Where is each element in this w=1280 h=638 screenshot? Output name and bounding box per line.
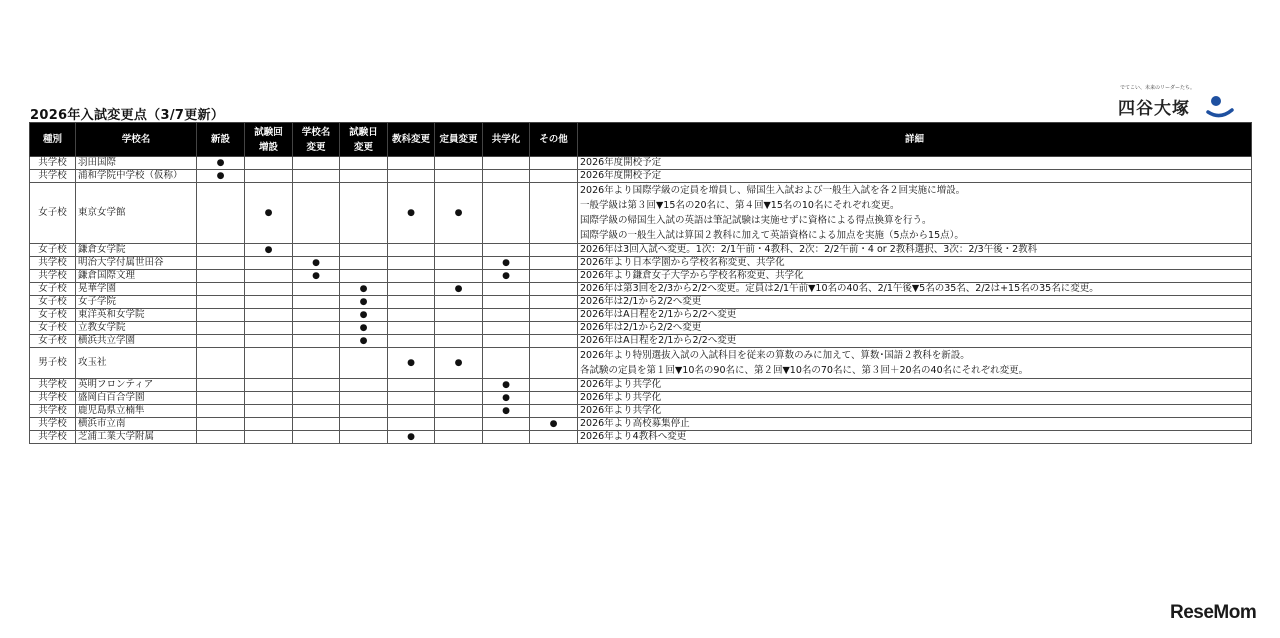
change-mark-capacity-change: ● bbox=[435, 183, 483, 244]
change-mark-date-change bbox=[340, 244, 388, 257]
change-mark-other bbox=[530, 431, 578, 444]
change-mark-capacity-change: ● bbox=[435, 348, 483, 379]
table-row bbox=[30, 392, 1252, 405]
change-mark-other bbox=[530, 379, 578, 392]
change-detail: 2026年より共学化 bbox=[578, 392, 1252, 405]
change-mark-other bbox=[530, 183, 578, 244]
school-name: 立教女学院 bbox=[76, 322, 197, 335]
change-mark-other bbox=[530, 270, 578, 283]
change-mark-new bbox=[197, 257, 245, 270]
change-mark-session-added bbox=[245, 418, 293, 431]
school-name: 東京女学館 bbox=[76, 183, 197, 244]
change-mark-date-change bbox=[340, 257, 388, 270]
change-detail: 2026年より高校募集停止 bbox=[578, 418, 1252, 431]
change-mark-name-change bbox=[293, 418, 340, 431]
table-row bbox=[30, 431, 1252, 444]
change-detail: 2026年度開校予定 bbox=[578, 157, 1252, 170]
change-mark-name-change bbox=[293, 296, 340, 309]
change-mark-coed: ● bbox=[483, 405, 530, 418]
change-mark-date-change: ● bbox=[340, 296, 388, 309]
school-category: 共学校 bbox=[30, 379, 76, 392]
change-mark-date-change bbox=[340, 392, 388, 405]
change-mark-new bbox=[197, 405, 245, 418]
table-row bbox=[30, 283, 1252, 296]
change-mark-capacity-change bbox=[435, 170, 483, 183]
school-category: 共学校 bbox=[30, 392, 76, 405]
change-detail: 2026年より日本学園から学校名称変更、共学化 bbox=[578, 257, 1252, 270]
change-mark-date-change bbox=[340, 348, 388, 379]
change-mark-capacity-change bbox=[435, 379, 483, 392]
change-mark-session-added bbox=[245, 335, 293, 348]
change-mark-session-added bbox=[245, 431, 293, 444]
change-mark-new bbox=[197, 335, 245, 348]
header-date-change: 試験日 変更 bbox=[340, 123, 388, 157]
change-mark-coed bbox=[483, 183, 530, 244]
header-detail: 詳細 bbox=[578, 123, 1252, 157]
header-session-added: 試験回 増設 bbox=[245, 123, 293, 157]
change-mark-name-change: ● bbox=[293, 257, 340, 270]
school-category: 女子校 bbox=[30, 296, 76, 309]
school-category: 女子校 bbox=[30, 335, 76, 348]
change-detail bbox=[578, 183, 1252, 244]
change-mark-new bbox=[197, 244, 245, 257]
change-mark-name-change bbox=[293, 335, 340, 348]
change-mark-session-added bbox=[245, 270, 293, 283]
change-mark-new bbox=[197, 283, 245, 296]
change-mark-new: ● bbox=[197, 170, 245, 183]
change-mark-subject-change bbox=[388, 335, 435, 348]
change-mark-name-change bbox=[293, 309, 340, 322]
change-mark-other bbox=[530, 170, 578, 183]
change-mark-subject-change bbox=[388, 309, 435, 322]
school-name: 東洋英和女学院 bbox=[76, 309, 197, 322]
school-name: 明治大学付属世田谷 bbox=[76, 257, 197, 270]
page-title: 2026年入試変更点（3/7更新） bbox=[30, 108, 225, 123]
change-mark-session-added bbox=[245, 309, 293, 322]
change-mark-new bbox=[197, 348, 245, 379]
school-name: 鎌倉国際文理 bbox=[76, 270, 197, 283]
table-row bbox=[30, 257, 1252, 270]
change-mark-coed bbox=[483, 348, 530, 379]
school-name: 鹿児島県立楠隼 bbox=[76, 405, 197, 418]
school-category: 男子校 bbox=[30, 348, 76, 379]
change-detail: 2026年度開校予定 bbox=[578, 170, 1252, 183]
change-detail: 2026年は第3回を2/3から2/2へ変更。定員は2/1午前▼10名の40名、2/1午後▼5名の35名、2/2は+15名の35名に変更。 bbox=[578, 283, 1252, 296]
change-mark-new bbox=[197, 418, 245, 431]
change-mark-coed bbox=[483, 309, 530, 322]
table-body bbox=[30, 157, 1252, 444]
logo-tagline: でてこい、未来のリーダーたち。 bbox=[1120, 85, 1196, 91]
detail-line: 国際学級の一般生入試は算国２教科に加えて英語資格による加点を実施（5点から15点）。 bbox=[580, 230, 964, 241]
change-mark-date-change bbox=[340, 183, 388, 244]
school-name: 横浜共立学園 bbox=[76, 335, 197, 348]
change-mark-subject-change bbox=[388, 270, 435, 283]
change-mark-capacity-change bbox=[435, 257, 483, 270]
change-mark-coed bbox=[483, 418, 530, 431]
change-mark-session-added: ● bbox=[245, 244, 293, 257]
resemom-watermark: ReseMom bbox=[1170, 602, 1257, 623]
change-mark-date-change: ● bbox=[340, 309, 388, 322]
change-mark-session-added bbox=[245, 379, 293, 392]
change-mark-name-change bbox=[293, 283, 340, 296]
change-detail: 2026年はA日程を2/1から2/2へ変更 bbox=[578, 335, 1252, 348]
change-mark-session-added bbox=[245, 157, 293, 170]
change-mark-capacity-change bbox=[435, 335, 483, 348]
change-mark-name-change bbox=[293, 170, 340, 183]
header-new: 新設 bbox=[197, 123, 245, 157]
change-mark-name-change bbox=[293, 431, 340, 444]
change-mark-date-change: ● bbox=[340, 322, 388, 335]
table-row bbox=[30, 183, 1252, 244]
change-mark-name-change bbox=[293, 379, 340, 392]
change-mark-other bbox=[530, 257, 578, 270]
change-mark-coed bbox=[483, 283, 530, 296]
change-mark-session-added bbox=[245, 392, 293, 405]
logo-name: 四谷大塚 bbox=[1118, 99, 1190, 119]
change-mark-date-change bbox=[340, 270, 388, 283]
change-mark-new: ● bbox=[197, 157, 245, 170]
detail-line: 2026年より国際学級の定員を増員し、帰国生入試および一般生入試を各２回実施に増設。 bbox=[580, 185, 966, 196]
change-mark-other bbox=[530, 405, 578, 418]
change-mark-new bbox=[197, 309, 245, 322]
change-mark-new bbox=[197, 392, 245, 405]
detail-line: 国際学級の帰国生入試の英語は筆記試験は実施せずに資格による得点換算を行う。 bbox=[580, 215, 932, 226]
change-mark-session-added bbox=[245, 283, 293, 296]
change-mark-capacity-change bbox=[435, 392, 483, 405]
change-mark-session-added bbox=[245, 348, 293, 379]
change-mark-session-added bbox=[245, 405, 293, 418]
change-mark-capacity-change bbox=[435, 244, 483, 257]
change-detail: 2026年より共学化 bbox=[578, 405, 1252, 418]
change-mark-other bbox=[530, 296, 578, 309]
school-name: 晃華学園 bbox=[76, 283, 197, 296]
table-row bbox=[30, 379, 1252, 392]
change-mark-coed: ● bbox=[483, 257, 530, 270]
change-mark-capacity-change bbox=[435, 418, 483, 431]
exam-changes-table bbox=[29, 122, 1252, 444]
school-name: 女子学院 bbox=[76, 296, 197, 309]
change-mark-subject-change bbox=[388, 392, 435, 405]
table-row bbox=[30, 348, 1252, 379]
change-mark-other bbox=[530, 335, 578, 348]
change-mark-capacity-change bbox=[435, 322, 483, 335]
school-name: 英明フロンティア bbox=[76, 379, 197, 392]
table-row bbox=[30, 170, 1252, 183]
change-mark-new bbox=[197, 183, 245, 244]
header-category: 種別 bbox=[30, 123, 76, 157]
school-name: 浦和学院中学校（仮称） bbox=[76, 170, 197, 183]
school-name: 攻玉社 bbox=[76, 348, 197, 379]
change-mark-subject-change bbox=[388, 296, 435, 309]
change-mark-name-change bbox=[293, 244, 340, 257]
change-mark-capacity-change bbox=[435, 431, 483, 444]
change-mark-capacity-change bbox=[435, 405, 483, 418]
school-category: 共学校 bbox=[30, 431, 76, 444]
change-mark-session-added bbox=[245, 296, 293, 309]
change-mark-capacity-change bbox=[435, 270, 483, 283]
change-mark-other bbox=[530, 392, 578, 405]
school-name: 羽田国際 bbox=[76, 157, 197, 170]
change-mark-other bbox=[530, 348, 578, 379]
school-category: 共学校 bbox=[30, 257, 76, 270]
change-mark-session-added bbox=[245, 322, 293, 335]
change-detail: 2026年より4教科へ変更 bbox=[578, 431, 1252, 444]
table-row bbox=[30, 405, 1252, 418]
change-mark-new bbox=[197, 379, 245, 392]
change-mark-coed bbox=[483, 244, 530, 257]
change-mark-subject-change: ● bbox=[388, 348, 435, 379]
change-mark-subject-change bbox=[388, 418, 435, 431]
header-subject-change: 教科変更 bbox=[388, 123, 435, 157]
change-mark-coed bbox=[483, 170, 530, 183]
change-mark-subject-change: ● bbox=[388, 431, 435, 444]
change-mark-subject-change bbox=[388, 283, 435, 296]
school-name: 鎌倉女学院 bbox=[76, 244, 197, 257]
change-mark-session-added bbox=[245, 170, 293, 183]
change-mark-other: ● bbox=[530, 418, 578, 431]
change-mark-other bbox=[530, 322, 578, 335]
yotsuya-otsuka-logo bbox=[1112, 84, 1236, 120]
change-detail: 2026年は2/1から2/2へ変更 bbox=[578, 322, 1252, 335]
change-detail bbox=[578, 348, 1252, 379]
change-mark-other bbox=[530, 157, 578, 170]
change-mark-date-change bbox=[340, 431, 388, 444]
change-mark-subject-change bbox=[388, 257, 435, 270]
change-detail: 2026年はA日程を2/1から2/2へ変更 bbox=[578, 309, 1252, 322]
change-mark-session-added bbox=[245, 257, 293, 270]
header-capacity-change: 定員変更 bbox=[435, 123, 483, 157]
change-mark-new bbox=[197, 296, 245, 309]
change-mark-date-change bbox=[340, 157, 388, 170]
table-header-row bbox=[30, 123, 1252, 157]
change-mark-new bbox=[197, 270, 245, 283]
change-mark-name-change bbox=[293, 157, 340, 170]
school-category: 女子校 bbox=[30, 309, 76, 322]
change-mark-other bbox=[530, 244, 578, 257]
change-mark-subject-change: ● bbox=[388, 183, 435, 244]
school-category: 女子校 bbox=[30, 183, 76, 244]
change-mark-other bbox=[530, 309, 578, 322]
change-mark-name-change bbox=[293, 348, 340, 379]
change-mark-name-change bbox=[293, 405, 340, 418]
school-category: 共学校 bbox=[30, 405, 76, 418]
change-mark-subject-change bbox=[388, 157, 435, 170]
change-mark-subject-change bbox=[388, 170, 435, 183]
detail-line: 一般学級は第３回▼15名の20名に、第４回▼15名の10名にそれぞれ変更。 bbox=[580, 200, 900, 211]
table-row bbox=[30, 418, 1252, 431]
change-mark-subject-change bbox=[388, 322, 435, 335]
change-mark-capacity-change bbox=[435, 309, 483, 322]
change-mark-coed bbox=[483, 431, 530, 444]
school-name: 横浜市立南 bbox=[76, 418, 197, 431]
school-category: 共学校 bbox=[30, 270, 76, 283]
change-mark-date-change bbox=[340, 418, 388, 431]
change-mark-subject-change bbox=[388, 405, 435, 418]
school-category: 共学校 bbox=[30, 418, 76, 431]
change-mark-subject-change bbox=[388, 379, 435, 392]
change-detail: 2026年より共学化 bbox=[578, 379, 1252, 392]
change-mark-coed bbox=[483, 322, 530, 335]
change-mark-other bbox=[530, 283, 578, 296]
change-mark-new bbox=[197, 431, 245, 444]
school-category: 女子校 bbox=[30, 283, 76, 296]
change-mark-coed bbox=[483, 335, 530, 348]
school-category: 女子校 bbox=[30, 322, 76, 335]
change-mark-date-change: ● bbox=[340, 283, 388, 296]
school-category: 共学校 bbox=[30, 157, 76, 170]
change-mark-coed: ● bbox=[483, 392, 530, 405]
header-coed: 共学化 bbox=[483, 123, 530, 157]
change-mark-coed bbox=[483, 296, 530, 309]
school-name: 盛岡白百合学園 bbox=[76, 392, 197, 405]
header-school-name: 学校名 bbox=[76, 123, 197, 157]
table-row bbox=[30, 244, 1252, 257]
change-mark-name-change: ● bbox=[293, 270, 340, 283]
change-mark-capacity-change bbox=[435, 296, 483, 309]
change-mark-session-added: ● bbox=[245, 183, 293, 244]
table-row bbox=[30, 296, 1252, 309]
table-row bbox=[30, 270, 1252, 283]
change-mark-capacity-change bbox=[435, 157, 483, 170]
change-detail: 2026年は2/1から2/2へ変更 bbox=[578, 296, 1252, 309]
header-other: その他 bbox=[530, 123, 578, 157]
logo-mark-icon bbox=[1206, 94, 1234, 118]
change-detail: 2026年は3回入試へ変更。1次：2/1午前・4教科、2次：2/2午前・4 or 2教科選択、3次：2/3午後・2教科 bbox=[578, 244, 1252, 257]
change-mark-name-change bbox=[293, 322, 340, 335]
change-mark-coed bbox=[483, 157, 530, 170]
table-row bbox=[30, 335, 1252, 348]
change-mark-date-change bbox=[340, 170, 388, 183]
change-mark-date-change bbox=[340, 405, 388, 418]
header-name-change: 学校名 変更 bbox=[293, 123, 340, 157]
change-mark-name-change bbox=[293, 183, 340, 244]
change-mark-date-change bbox=[340, 379, 388, 392]
table-row bbox=[30, 157, 1252, 170]
change-mark-name-change bbox=[293, 392, 340, 405]
change-mark-date-change: ● bbox=[340, 335, 388, 348]
change-mark-coed: ● bbox=[483, 379, 530, 392]
school-category: 女子校 bbox=[30, 244, 76, 257]
change-mark-coed: ● bbox=[483, 270, 530, 283]
change-mark-new bbox=[197, 322, 245, 335]
change-detail: 2026年より鎌倉女子大学から学校名称変更、共学化 bbox=[578, 270, 1252, 283]
change-mark-subject-change bbox=[388, 244, 435, 257]
school-name: 芝浦工業大学附属 bbox=[76, 431, 197, 444]
change-mark-capacity-change: ● bbox=[435, 283, 483, 296]
detail-line: 各試験の定員を第１回▼10名の90名に、第２回▼10名の70名に、第３回＋20名の40名にそれぞれ変更。 bbox=[580, 365, 1029, 376]
table-row bbox=[30, 309, 1252, 322]
school-category: 共学校 bbox=[30, 170, 76, 183]
detail-line: 2026年より特別選抜入試の入試科目を従来の算数のみに加えて、算数･国語２教科を新設。 bbox=[580, 350, 970, 361]
table-row bbox=[30, 322, 1252, 335]
